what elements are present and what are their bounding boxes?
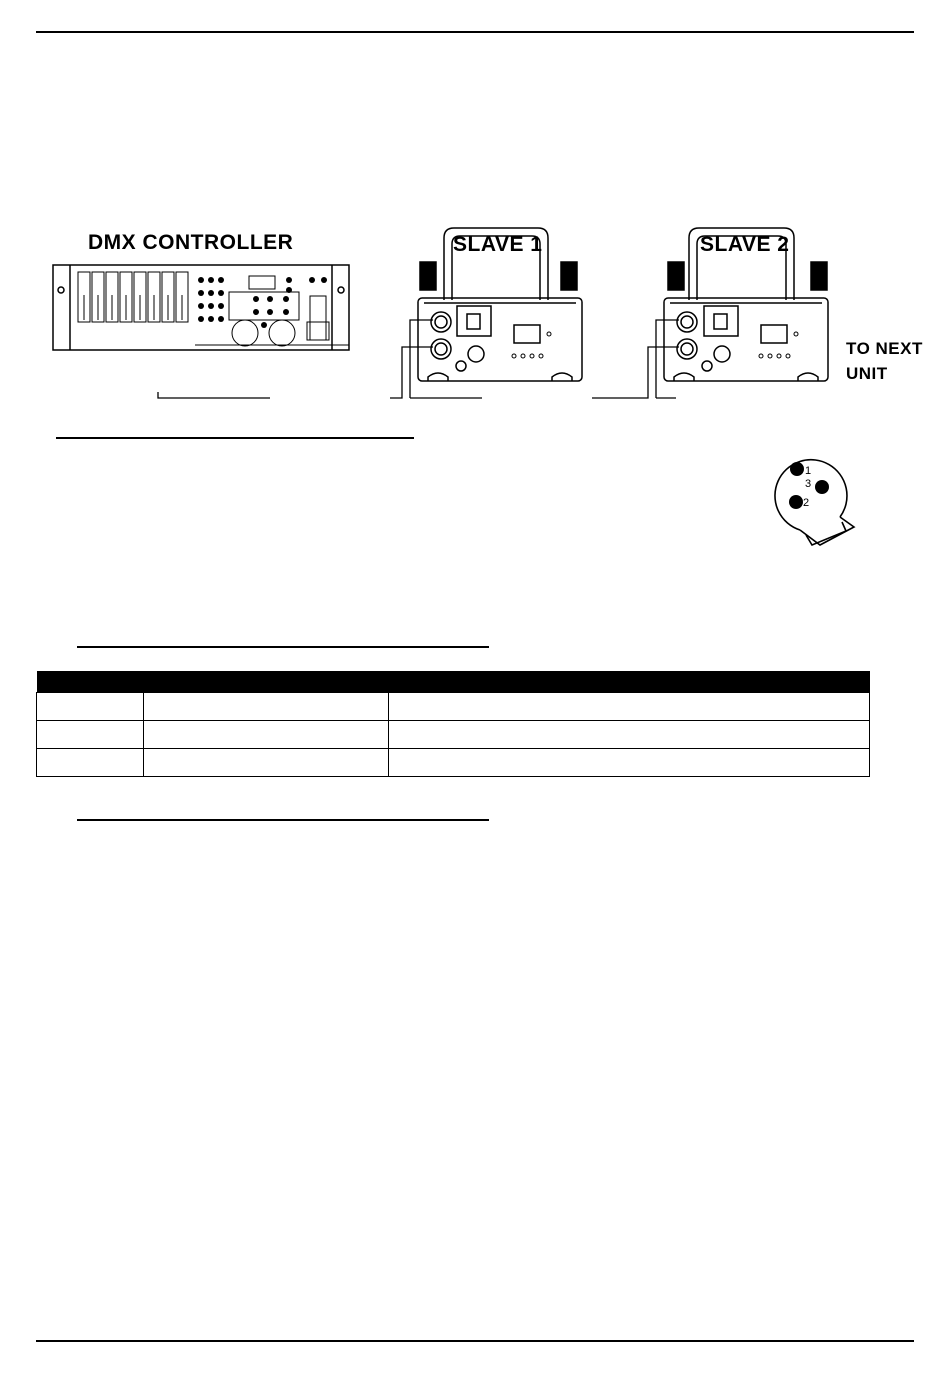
next-unit-label-line2: UNIT (846, 364, 888, 383)
slave-1-fixture (418, 228, 582, 381)
table-cell (37, 721, 144, 749)
table-cell (37, 693, 144, 721)
xlr-pin-1-label: 1 (805, 465, 812, 477)
slave-2-label: SLAVE 2 (700, 233, 790, 256)
xlr-connector-diagram (760, 445, 860, 550)
table-header-cell (388, 671, 869, 693)
table-header-cell (37, 671, 144, 693)
slave-2-buttons (759, 332, 798, 358)
table-cell (388, 693, 869, 721)
table-cell (143, 721, 388, 749)
slave-2-fixture (664, 228, 828, 381)
controller-faders (78, 272, 188, 322)
table-cell (143, 749, 388, 777)
slave-1-buttons (512, 332, 551, 358)
xlr-pin-2-label: 2 (803, 497, 810, 509)
table-header-row (37, 671, 870, 693)
pin-assignment-table (36, 671, 870, 777)
table-cell (143, 693, 388, 721)
section-heading-underline-3 (77, 819, 489, 821)
xlr-pin-3-label: 3 (805, 478, 812, 490)
dmx-controller-label: DMX CONTROLLER (88, 231, 294, 254)
dmx-controller-illustration (0, 0, 950, 420)
slave-1-label: SLAVE 1 (453, 233, 543, 256)
table-header-cell (143, 671, 388, 693)
table-row (37, 693, 870, 721)
table-cell (388, 721, 869, 749)
table-row (37, 749, 870, 777)
table-cell (37, 749, 144, 777)
table-row (37, 721, 870, 749)
footer-rule (36, 1340, 914, 1342)
section-heading-underline-2 (77, 646, 489, 648)
next-unit-label-line1: TO NEXT (846, 339, 923, 358)
table-cell (388, 749, 869, 777)
section-heading-underline-1 (56, 437, 414, 439)
